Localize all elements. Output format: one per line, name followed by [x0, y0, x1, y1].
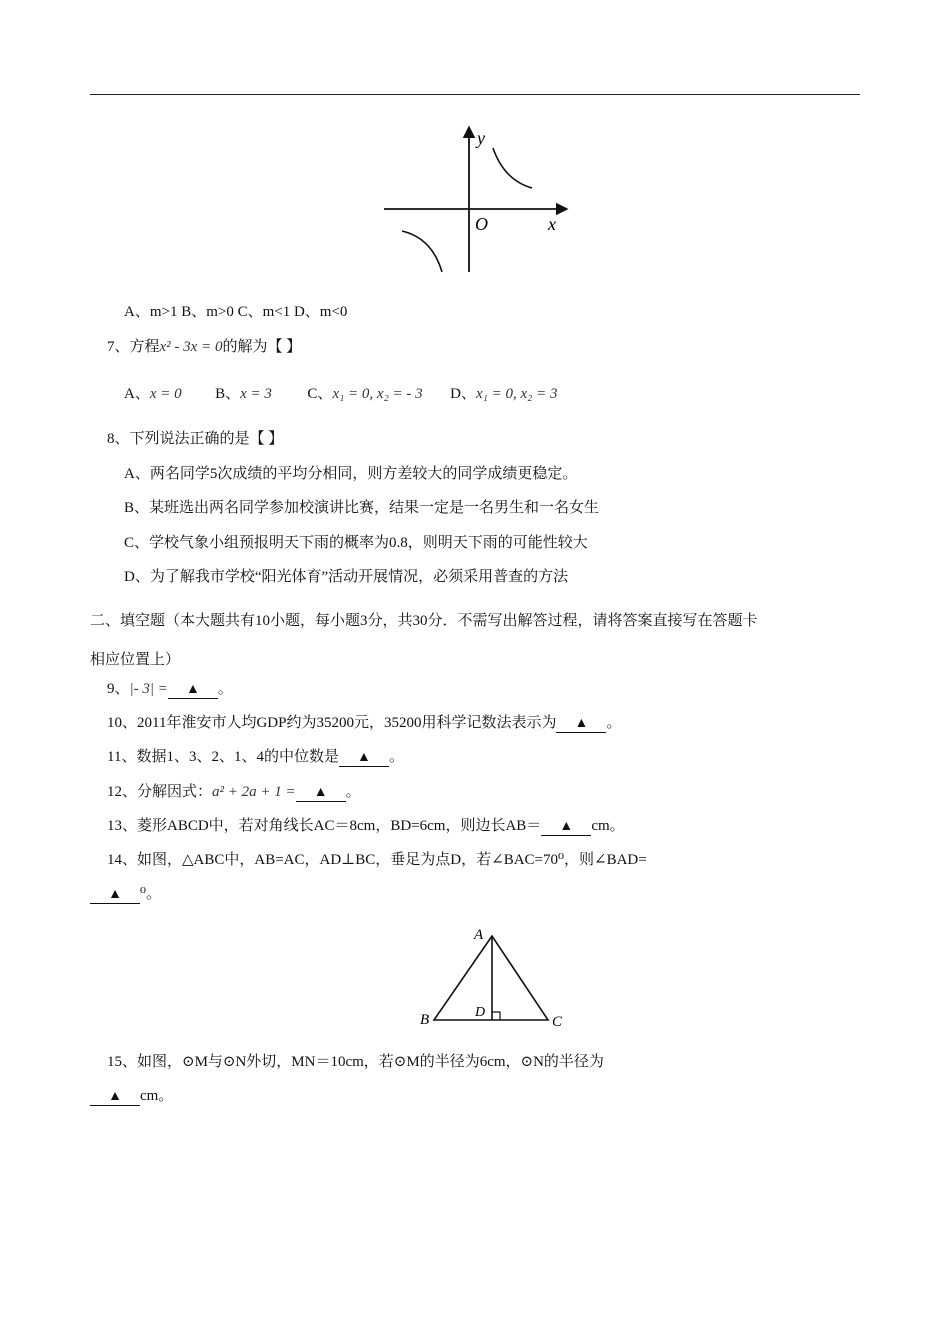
q15-suffix: cm。	[140, 1088, 174, 1104]
hyperbola-branch-3	[402, 231, 442, 272]
right-angle-mark	[492, 1012, 500, 1020]
blank-triangle-icon: ▲	[108, 887, 122, 902]
blank-triangle-icon: ▲	[185, 682, 200, 697]
q7-options	[124, 384, 558, 404]
q11-text: 11、数据1、3、2、1、4的中位数是	[107, 749, 339, 765]
q7-opt-a-label: A、	[124, 386, 150, 402]
q8-option-b: B、某班选出两名同学参加校演讲比赛，结果一定是一名男生和一名女生	[124, 500, 600, 516]
q9-expr: |- 3| =	[129, 681, 168, 697]
q12-expr: a² + 2a + 1 =	[212, 784, 296, 800]
blank-triangle-icon: ▲	[559, 819, 574, 834]
q7-opt-d-label: D、	[450, 386, 477, 402]
q11-answer-blank[interactable]	[339, 749, 389, 767]
q12-prefix: 12、分解因式：	[107, 784, 213, 800]
q11	[107, 747, 404, 767]
header-rule	[90, 94, 860, 95]
q8-stem: 8、下列说法正确的是【 】	[107, 431, 284, 447]
blank-triangle-icon: ▲	[357, 750, 371, 765]
q14-answer-blank[interactable]	[90, 886, 140, 904]
section2-heading-line2: 相应位置上）	[90, 652, 181, 668]
q15-line1: 15、如图，⊙M与⊙N外切，MN＝10cm，若⊙M的半径为6cm，⊙N的半径为	[107, 1054, 604, 1070]
blank-triangle-icon: ▲	[108, 1089, 122, 1104]
q12-suffix: 。	[345, 784, 361, 800]
q8-option-d: D、为了解我市学校“阳光体育”活动开展情况，必须采用普查的方法	[124, 569, 569, 585]
q8-option-a: A、两名同学5次成绩的平均分相同，则方差较大的同学成绩更稳定。	[124, 466, 578, 482]
q13-answer-blank[interactable]	[541, 818, 591, 836]
q7-opt-d: x₁ = 0, x₂ = 3	[476, 386, 558, 402]
origin-label: O	[475, 214, 488, 234]
q9-suffix: 。	[217, 681, 233, 697]
q14-line1: 14、如图，△ABC中，AB=AC，AD⊥BC，垂足为点D，若∠BAC=70⁰，则∠BAD=	[107, 852, 647, 868]
q12-answer-blank[interactable]	[296, 784, 346, 802]
hyperbola-graph	[380, 122, 580, 282]
q7-prefix: 7、方程	[107, 339, 160, 355]
q10-answer-blank[interactable]	[556, 715, 606, 733]
q6-options: A、m>1 B、m>0 C、m<1 D、m<0	[124, 304, 348, 320]
q12	[107, 782, 361, 802]
q13-suffix: cm。	[591, 818, 625, 834]
q11-suffix: 。	[388, 749, 404, 765]
q9-answer-blank[interactable]	[168, 681, 218, 699]
q13	[107, 816, 625, 836]
q7-opt-b-label: B、	[215, 386, 241, 402]
q14-suffix: ⁰。	[140, 886, 162, 902]
q7-opt-a: x = 0	[149, 386, 182, 402]
vertex-b-label: B	[420, 1012, 430, 1028]
q9	[107, 679, 233, 699]
q7-stem	[107, 337, 301, 357]
y-axis-label: y	[477, 128, 485, 148]
q15-answer-blank[interactable]	[90, 1088, 140, 1106]
vertex-a-label: A	[474, 927, 484, 943]
vertex-c-label: C	[552, 1014, 563, 1030]
q7-opt-c-label: C、	[307, 386, 333, 402]
hyperbola-branch-1	[493, 148, 532, 188]
triangle-abc	[434, 936, 548, 1020]
point-d-label: D	[475, 1005, 486, 1020]
blank-triangle-icon: ▲	[313, 785, 328, 800]
q15-line2	[90, 1086, 173, 1106]
q9-prefix: 9、	[107, 681, 130, 697]
q7-opt-c: x₁ = 0, x₂ = - 3	[332, 386, 423, 402]
q7-opt-b: x = 3	[240, 386, 272, 402]
triangle-abc-figure	[412, 922, 572, 1034]
q13-text: 13、菱形ABCD中，若对角线长AC＝8cm，BD=6cm，则边长AB＝	[107, 818, 542, 834]
section2-heading-line1: 二、填空题（本大题共有10小题，每小题3分，共30分．不需写出解答过程，请将答案直接写在答题卡	[90, 613, 758, 629]
x-axis-label: x	[548, 214, 556, 234]
q10-suffix: 。	[606, 715, 622, 731]
blank-triangle-icon: ▲	[574, 716, 589, 731]
q10	[107, 713, 621, 733]
q10-text: 10、2011年淮安市人均GDP约为35200元，35200用科学记数法表示为	[107, 715, 557, 731]
q7-equation: x² - 3x = 0	[159, 339, 223, 355]
q8-option-c: C、学校气象小组预报明天下雨的概率为0.8，则明天下雨的可能性较大	[124, 535, 588, 551]
q7-suffix: 的解为【 】	[222, 339, 302, 355]
q14-line2	[90, 884, 161, 904]
